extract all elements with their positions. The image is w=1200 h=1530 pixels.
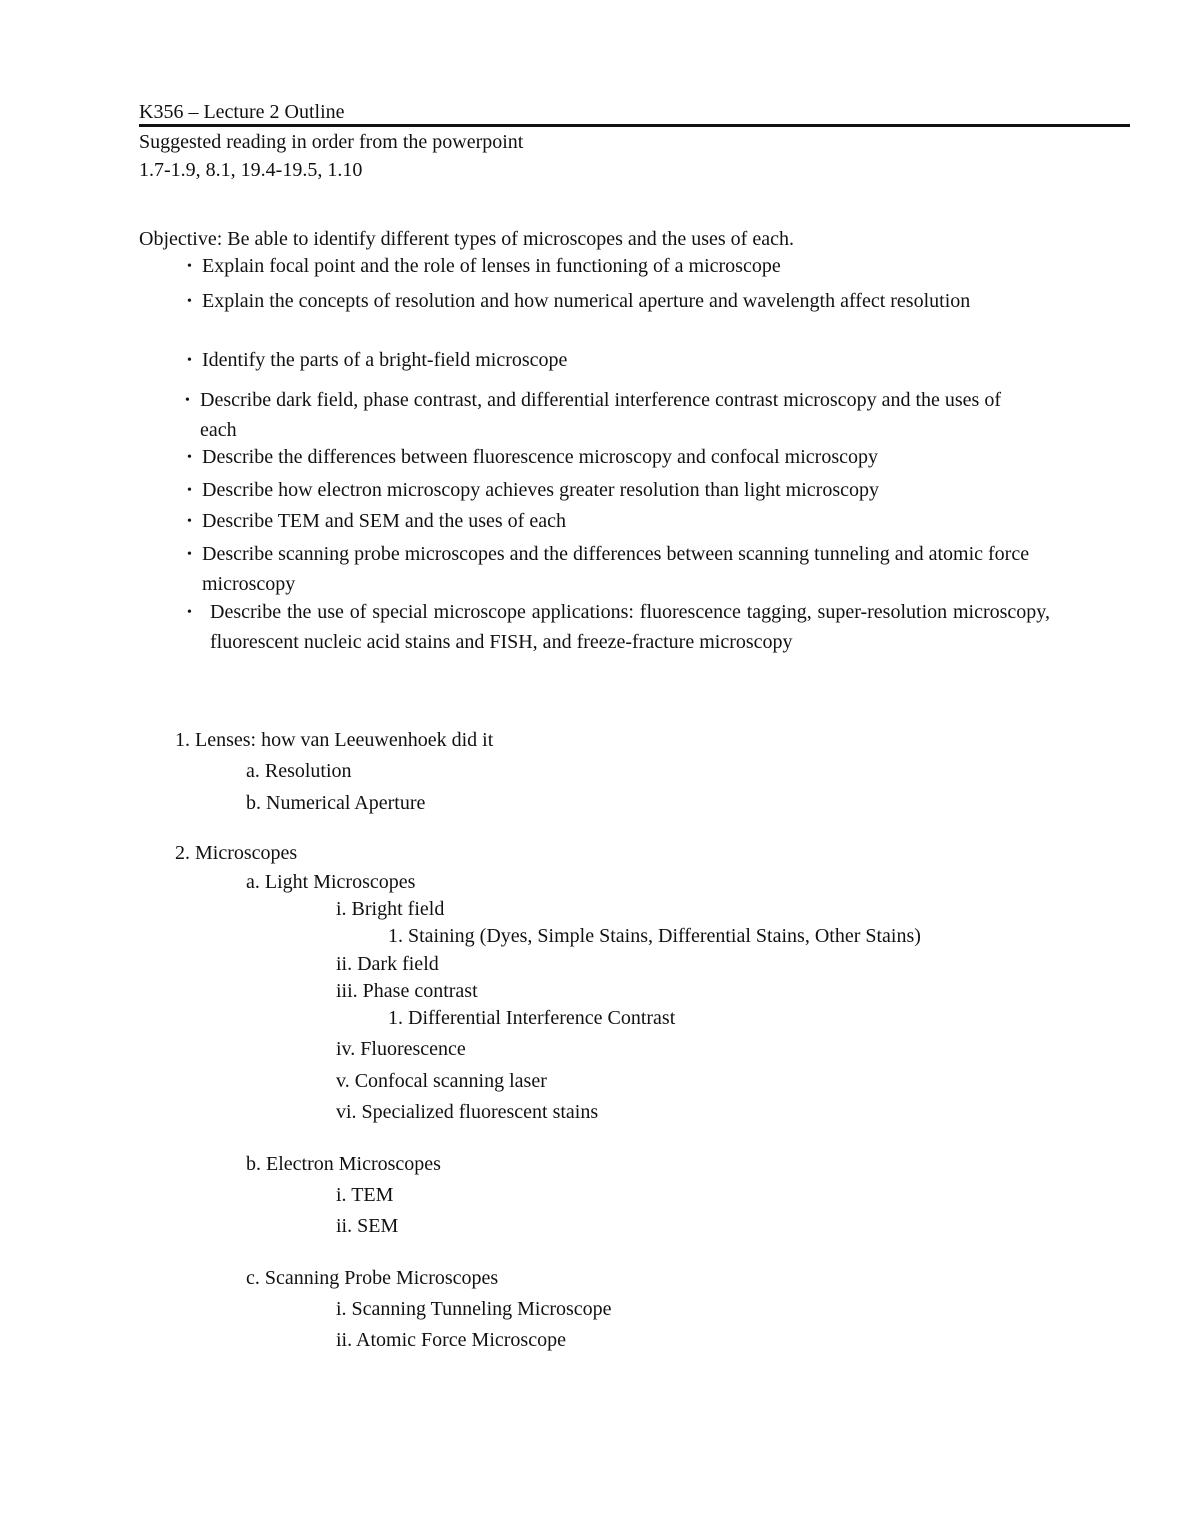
outline-item-2a-i: i. Bright field bbox=[336, 898, 445, 920]
outline-item-2a: a. Light Microscopes bbox=[246, 871, 416, 893]
objective-item bbox=[202, 286, 1022, 316]
outline-section-2: 2. Microscopes bbox=[175, 842, 298, 864]
outline-item-2a-i-1: 1. Staining (Dyes, Simple Stains, Differential Stains, Other Stains) bbox=[388, 925, 921, 947]
outline-item-2c-ii: ii. Atomic Force Microscope bbox=[336, 1329, 566, 1351]
objective-item: Identify the parts of a bright-field microscope bbox=[202, 349, 568, 371]
outline-item-2b-ii: ii. SEM bbox=[336, 1215, 399, 1237]
reading-sections: 1.7-1.9, 8.1, 19.4-19.5, 1.10 bbox=[139, 159, 363, 181]
objective-item: Describe the use of special microscope applications: fluorescence tagging, super-resolution microscopy, fluorescent nucleic acid stains and FISH, and freeze-fracture microscopy bbox=[210, 601, 1050, 653]
outline-section-1: 1. Lenses: how van Leeuwenhoek did it bbox=[175, 729, 494, 751]
outline-item-2a-ii: ii. Dark field bbox=[336, 953, 439, 975]
outline-item-2b: b. Electron Microscopes bbox=[246, 1153, 441, 1175]
objective-item: Explain focal point and the role of lenses in functioning of a microscope bbox=[202, 255, 781, 277]
objective-item: Describe the differences between fluorescence microscopy and confocal microscopy bbox=[202, 446, 878, 468]
objective-item: Describe dark field, phase contrast, and differential interference contrast microscopy and the uses of each bbox=[200, 389, 1001, 441]
bullet-glyph: • bbox=[187, 547, 192, 562]
bullet-glyph: • bbox=[185, 393, 190, 408]
bullet-glyph: • bbox=[187, 294, 192, 309]
document-title: K356 – Lecture 2 Outline bbox=[139, 101, 345, 123]
bullet-glyph: • bbox=[187, 483, 192, 498]
bullet-glyph: • bbox=[187, 605, 192, 620]
bullet-glyph: • bbox=[187, 450, 192, 465]
bullet-glyph: • bbox=[187, 259, 192, 274]
objective-item: Describe TEM and SEM and the uses of each bbox=[202, 510, 566, 532]
objective-item: Describe scanning probe microscopes and the differences between scanning tunneling and atomic force microscopy bbox=[202, 543, 1030, 595]
outline-item-2a-iii-1: 1. Differential Interference Contrast bbox=[388, 1007, 676, 1029]
outline-item-2b-i: i. TEM bbox=[336, 1184, 394, 1206]
outline-item-1b: b. Numerical Aperture bbox=[246, 792, 426, 814]
outline-item-2a-v: v. Confocal scanning laser bbox=[336, 1070, 547, 1092]
objective-item: Describe how electron microscopy achieves greater resolution than light microscopy bbox=[202, 479, 879, 501]
outline-item-2a-iii: iii. Phase contrast bbox=[336, 980, 478, 1002]
outline-item-2c-i: i. Scanning Tunneling Microscope bbox=[336, 1298, 612, 1320]
bullet-glyph: • bbox=[187, 514, 192, 529]
objective-item-text: Explain the concepts of resolution and how numerical aperture and wavelength affect resolution bbox=[202, 290, 971, 312]
objective-label: Objective: Be able to identify different types of microscopes and the uses of each. bbox=[139, 228, 794, 250]
outline-item-2a-vi: vi. Specialized fluorescent stains bbox=[336, 1101, 599, 1123]
title-underline bbox=[139, 124, 1130, 127]
reading-label: Suggested reading in order from the powerpoint bbox=[139, 131, 524, 153]
bullet-glyph: • bbox=[187, 353, 192, 368]
outline-item-2a-iv: iv. Fluorescence bbox=[336, 1038, 466, 1060]
outline-item-1a: a. Resolution bbox=[246, 760, 352, 782]
outline-item-2c: c. Scanning Probe Microscopes bbox=[246, 1267, 499, 1289]
